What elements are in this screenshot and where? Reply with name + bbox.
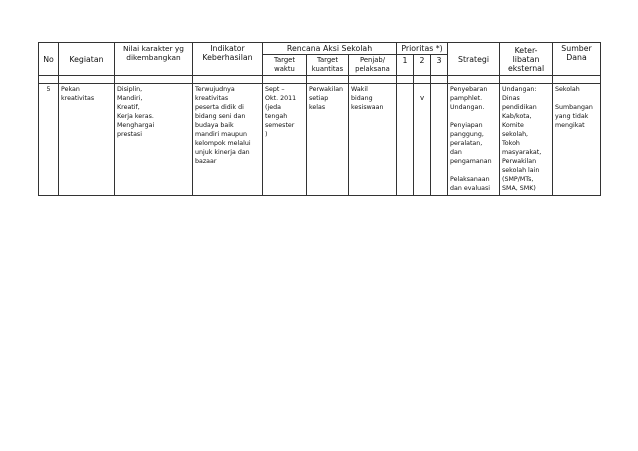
table-row	[39, 84, 601, 196]
cell-line: Perwakilan	[309, 86, 344, 93]
action-plan-table	[38, 42, 601, 196]
cell-line: Disiplin,	[117, 86, 143, 93]
cell-line: Kreatif,	[117, 104, 140, 111]
header-prioritas-1: 1	[397, 55, 414, 76]
cell-line: Undangan.	[450, 104, 485, 111]
cell-target-waktu	[263, 84, 307, 196]
cell-strategi	[448, 84, 500, 196]
cell-line: Menghargai	[117, 122, 155, 129]
cell-no: 5	[39, 84, 59, 196]
cell-line: kreativitas	[61, 95, 95, 102]
cell-line: yang tidak	[555, 113, 589, 120]
cell-line: dan evaluasi	[450, 185, 490, 192]
header-sumber-dana: Sumber Dana	[553, 43, 601, 76]
cell-line: Okt. 2011	[265, 95, 297, 102]
cell-line: Undangan:	[502, 86, 537, 93]
header-keterlibatan: Keter- libatan eksternal	[500, 43, 553, 76]
cell-line: kreativitas	[195, 95, 229, 102]
cell-line: bazaar	[195, 158, 217, 165]
cell-line: Sept –	[265, 86, 285, 93]
cell-nilai	[115, 84, 193, 196]
cell-line: Sekolah	[555, 86, 580, 93]
cell-line: Penyebaran	[450, 86, 488, 93]
cell-target-kuantitas	[307, 84, 349, 196]
cell-line: panggung,	[450, 131, 484, 138]
strategi-group-1	[450, 85, 497, 112]
header-target-waktu: Target waktu	[263, 55, 307, 76]
header-rencana: Rencana Aksi Sekolah	[263, 43, 397, 55]
cell-line: unjuk kinerja dan	[195, 149, 250, 156]
cell-line: Sumbangan	[555, 104, 593, 111]
cell-line: masyarakat,	[502, 149, 542, 156]
cell-line: mandiri maupun	[195, 131, 248, 138]
cell-line: Kab/kota,	[502, 113, 532, 120]
header-target-kuantitas: Target kuantitas	[307, 55, 349, 76]
header-kegiatan: Kegiatan	[59, 43, 115, 76]
cell-line: prestasi	[117, 131, 142, 138]
cell-line: bidang seni dan	[195, 113, 246, 120]
cell-line: bidang	[351, 95, 373, 102]
cell-line: Penyiapan	[450, 122, 483, 129]
strategi-group-2	[450, 121, 497, 166]
cell-line: Tokoh	[502, 140, 520, 147]
cell-line: setiap	[309, 95, 329, 102]
cell-line: Mandiri,	[117, 95, 143, 102]
cell-line: mengikat	[555, 122, 585, 129]
cell-line: SMA, SMK)	[502, 185, 536, 192]
cell-line: Dinas	[502, 95, 520, 102]
sumber-group-1	[555, 85, 598, 94]
strategi-group-3	[450, 175, 497, 193]
header-row-1	[39, 43, 601, 55]
header-prioritas-2: 2	[414, 55, 431, 76]
cell-penjab	[349, 84, 397, 196]
cell-line: Terwujudnya	[195, 86, 235, 93]
cell-line: peserta didik di	[195, 104, 244, 111]
cell-kegiatan	[59, 84, 115, 196]
cell-line: dan	[450, 149, 462, 156]
cell-line: Pekan	[61, 86, 80, 93]
cell-line: Komite	[502, 122, 524, 129]
cell-line: pengamanan	[450, 158, 492, 165]
cell-line: kelompok melalui	[195, 140, 251, 147]
cell-line: kesiswaan	[351, 104, 384, 111]
cell-line: )	[265, 131, 268, 138]
cell-sumber-dana	[553, 84, 601, 196]
cell-line: budaya baik	[195, 122, 234, 129]
cell-line: sekolah,	[502, 131, 529, 138]
header-strategi: Strategi	[448, 43, 500, 76]
header-nilai: Nilai karakter yg dikembangkan	[115, 43, 193, 76]
cell-line: (SMP/MTs,	[502, 176, 534, 183]
cell-line: pendidikan	[502, 104, 537, 111]
cell-line: peralatan,	[450, 140, 483, 147]
cell-line: sekolah lain	[502, 167, 540, 174]
cell-line: semester	[265, 122, 295, 129]
cell-prioritas-1	[397, 84, 414, 196]
header-prioritas: Prioritas *)	[397, 43, 448, 55]
cell-line: kelas	[309, 104, 326, 111]
spacer-row	[39, 76, 601, 84]
header-penjab: Penjab/ pelaksana	[349, 55, 397, 76]
cell-line: (jeda	[265, 104, 281, 111]
header-prioritas-3: 3	[431, 55, 448, 76]
cell-line: Wakil	[351, 86, 368, 93]
header-no: No	[39, 43, 59, 76]
cell-line: Pelaksanaan	[450, 176, 490, 183]
cell-line: Perwakilan	[502, 158, 537, 165]
cell-line: tengah	[265, 113, 288, 120]
header-indikator: Indikator Keberhasilan	[193, 43, 263, 76]
cell-line: Kerja keras.	[117, 113, 154, 120]
cell-prioritas-2: v	[414, 84, 431, 196]
cell-indikator	[193, 84, 263, 196]
sumber-group-2	[555, 103, 598, 130]
cell-prioritas-3	[431, 84, 448, 196]
cell-line: pamphlet.	[450, 95, 483, 102]
cell-keterlibatan	[500, 84, 553, 196]
